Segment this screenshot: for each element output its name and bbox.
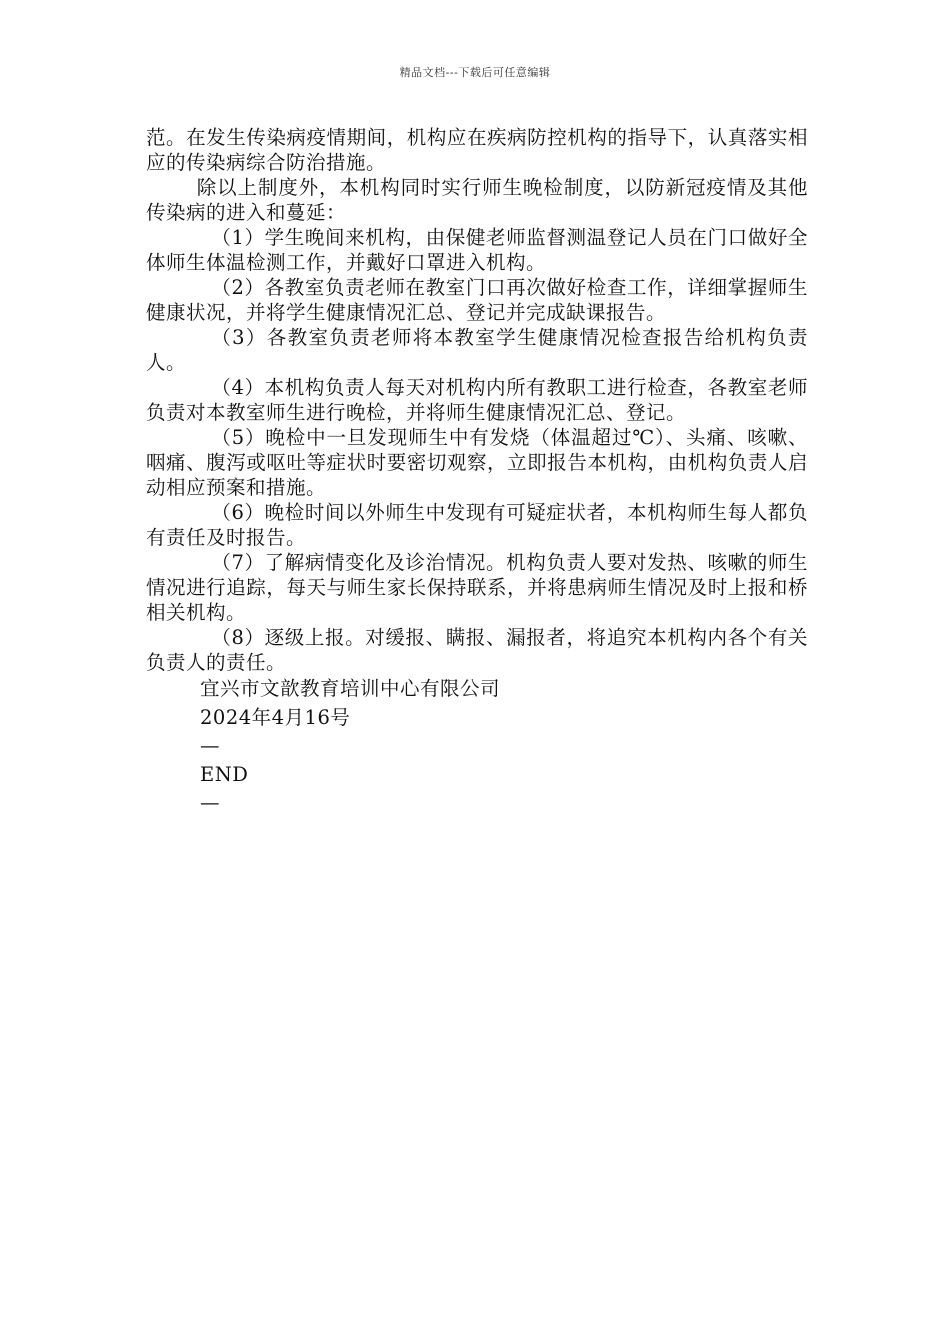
list-item-1: （1）学生晚间来机构，由保健老师监督测温登记人员在门口做好全体师生体温检测工作，并戴好口罩进入机构。: [146, 226, 808, 274]
end-dash-top: —: [200, 734, 220, 757]
end-label: END: [200, 762, 249, 786]
end-dash-bottom: —: [200, 791, 220, 814]
list-item-7: （7）了解病情变化及诊治情况。机构负责人要对发热、咳嗽的师生情况进行追踪，每天与师生家长保持联系，并将患病师生情况及时上报和桥相关机构。: [146, 551, 808, 624]
paragraph-continuation: 范。在发生传染病疫情期间，机构应在疾病防控机构的指导下，认真落实相应的传染病综合防治措施。: [146, 126, 808, 174]
document-body: [146, 125, 808, 818]
list-item-2: （2）各教室负责老师在教室门口再次做好检查工作，详细掌握师生健康状况，并将学生健康情况汇总、登记并完成缺课报告。: [146, 276, 808, 324]
signature-organization: 宜兴市文歆教育培训中心有限公司: [200, 677, 501, 700]
list-item-3: （3）各教室负责老师将本教室学生健康情况检查报告给机构负责人。: [146, 326, 808, 374]
list-item-6: （6）晚检时间以外师生中发现有可疑症状者，本机构师生每人都负有责任及时报告。: [146, 501, 808, 549]
list-item-4: （4）本机构负责人每天对机构内所有教职工进行检查，各教室老师负责对本教室师生进行晚检，并将师生健康情况汇总、登记。: [146, 376, 808, 424]
list-item-8: （8）逐级上报。对缓报、瞒报、漏报者，将追究本机构内各个有关负责人的责任。: [146, 626, 808, 674]
paragraph-evening-check-intro: 除以上制度外，本机构同时实行师生晚检制度，以防新冠疫情及其他传染病的进入和蔓延：: [146, 176, 808, 224]
list-item-5: （5）晚检中一旦发现师生中有发烧（体温超过℃）、头痛、咳嗽、咽痛、腹泻或呕吐等症状时要密切观察，立即报告本机构，由机构负责人启动相应预案和措施。: [146, 426, 808, 499]
signature-date: 2024年4月16号: [200, 705, 351, 729]
page-header: 精品文档---下载后可任意编辑: [399, 66, 551, 79]
